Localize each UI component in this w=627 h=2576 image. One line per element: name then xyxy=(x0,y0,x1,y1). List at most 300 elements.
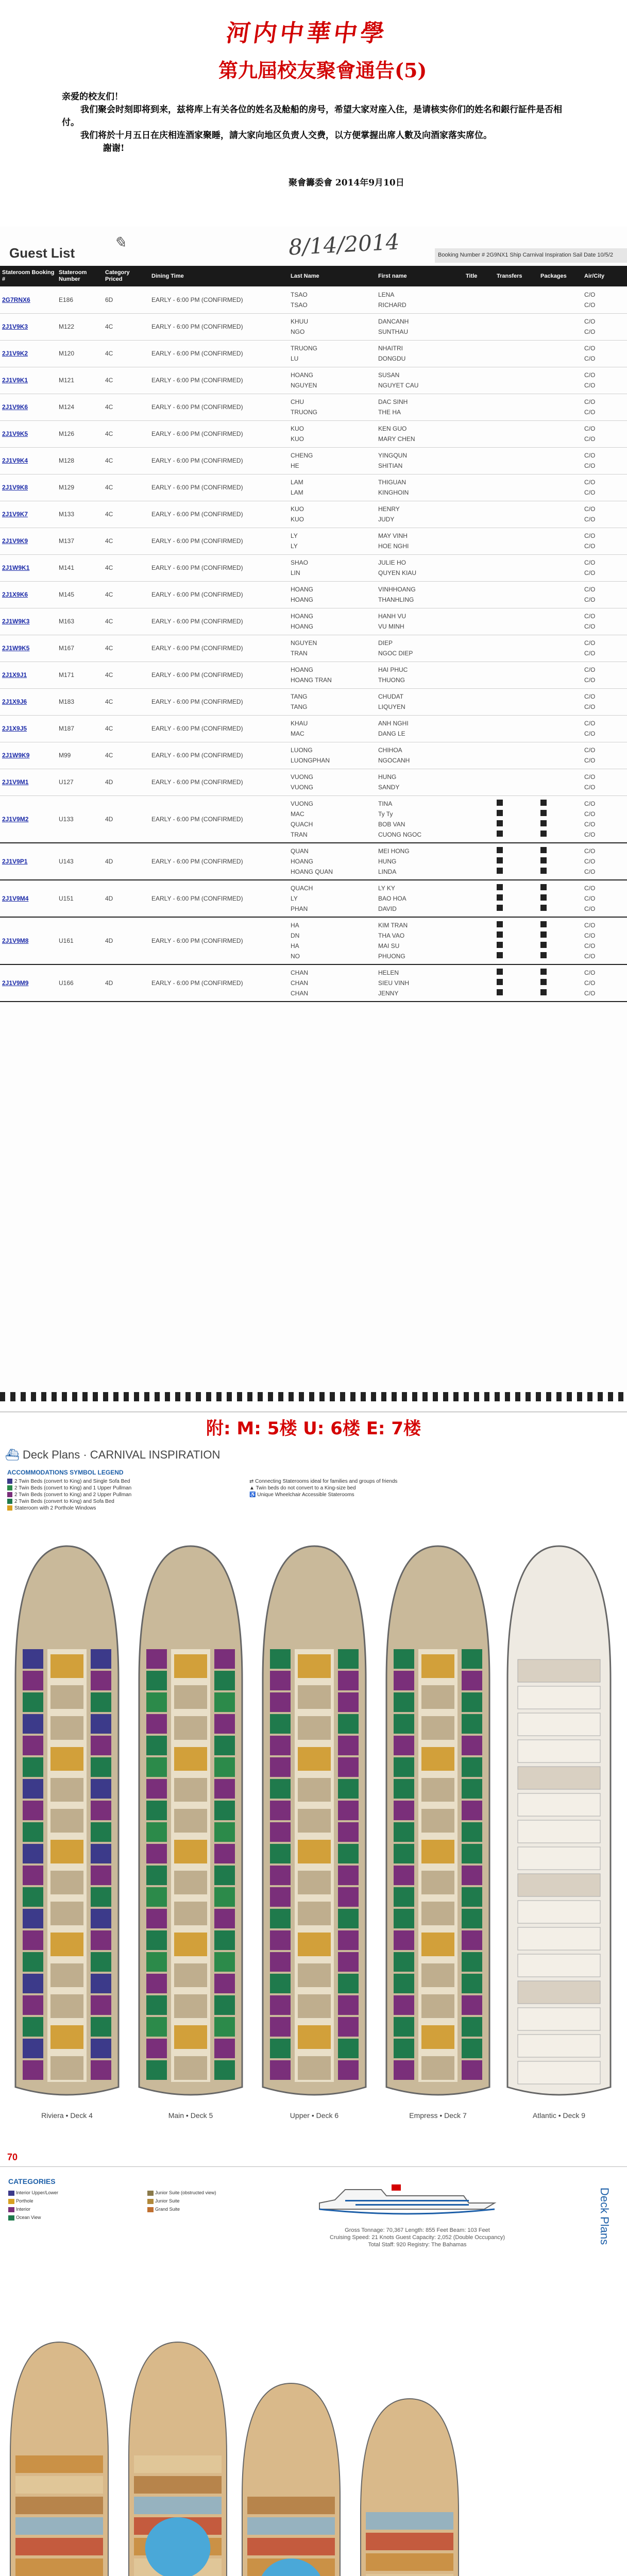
category-swatch xyxy=(8,2199,14,2204)
transfers-cell xyxy=(495,769,538,795)
column-header: Dining Time xyxy=(149,266,289,286)
cabin-block xyxy=(338,1995,359,2015)
booking-number: 2J1V9K1 xyxy=(0,367,57,394)
last-name: HOANG xyxy=(291,371,314,379)
cabin-block xyxy=(462,1887,482,1907)
cabin-block xyxy=(146,1974,167,1993)
cabin-block xyxy=(146,1736,167,1755)
first-name: HUNG xyxy=(378,858,397,865)
column-header: First name xyxy=(376,266,464,286)
last-name: LY xyxy=(291,895,298,902)
deck-plans-heading-text: Deck Plans · CARNIVAL INSPIRATION xyxy=(22,1448,221,1461)
first-name: JULIE HO xyxy=(378,559,406,566)
cabin-block xyxy=(214,1974,235,1993)
cabin-block xyxy=(270,1671,291,1690)
cabin-block xyxy=(421,1994,454,2018)
stateroom-number: M120 xyxy=(57,340,103,367)
legend-symbol-icon: ⇄ xyxy=(249,1479,256,1484)
deck-room xyxy=(518,1793,600,1816)
cabin-block xyxy=(91,2017,111,2037)
cabin-block xyxy=(394,1974,414,1993)
ship-info-line-1: Gross Tonnage: 70,367 Length: 855 Feet Beam: 103 Feet xyxy=(345,2227,490,2233)
cabin-block xyxy=(50,2056,83,2080)
cabin-block xyxy=(462,1692,482,1712)
cabin-block xyxy=(421,1840,454,1863)
last-names xyxy=(289,917,376,964)
air-city: C/O C/O xyxy=(582,501,627,528)
first-name: DONGDU xyxy=(378,355,406,362)
category-priced: 4C xyxy=(103,581,149,608)
dining-time: EARLY - 6:00 PM (CONFIRMED) xyxy=(149,447,289,474)
checkbox-mark xyxy=(497,921,503,927)
first-name: THE HA xyxy=(378,409,401,416)
table-row xyxy=(0,447,627,474)
cabin-block xyxy=(394,1692,414,1712)
cabin-block xyxy=(50,1716,83,1740)
cabin-block xyxy=(50,1809,83,1833)
cabin-block xyxy=(174,1685,207,1709)
cabin-block xyxy=(91,1952,111,1972)
last-name: QUACH xyxy=(291,820,313,828)
last-names xyxy=(289,608,376,635)
checkbox-mark xyxy=(497,989,503,995)
category-priced: 4D xyxy=(103,917,149,964)
cabin-block xyxy=(394,1757,414,1777)
checkbox-mark xyxy=(540,969,547,975)
first-names xyxy=(376,474,464,501)
deck-room xyxy=(518,1713,600,1736)
last-name: LU xyxy=(291,355,299,362)
first-name: NGOCANH xyxy=(378,757,410,764)
deck-room xyxy=(15,2476,103,2494)
legend-column-1 xyxy=(7,1478,131,1512)
first-name: THANHLING xyxy=(378,596,414,603)
checkbox-mark xyxy=(540,847,547,853)
deck-room xyxy=(15,2558,103,2576)
cabin-block xyxy=(50,1871,83,1894)
table-row xyxy=(0,340,627,367)
category-priced: 4C xyxy=(103,313,149,340)
cabin-block xyxy=(23,1952,43,1972)
title-cell xyxy=(464,769,495,795)
dining-time: EARLY - 6:00 PM (CONFIRMED) xyxy=(149,420,289,447)
cabin-block xyxy=(91,2060,111,2080)
first-names xyxy=(376,340,464,367)
last-names xyxy=(289,286,376,313)
cabin-block xyxy=(146,2039,167,2058)
packages-cell xyxy=(538,715,582,742)
stateroom-number: M133 xyxy=(57,501,103,528)
title-cell xyxy=(464,394,495,420)
cabin-block xyxy=(421,1654,454,1678)
air-city: C/O C/O C/O xyxy=(582,964,627,1002)
cabin-block xyxy=(214,1995,235,2015)
cabin-block xyxy=(394,1995,414,2015)
category-priced: 4D xyxy=(103,880,149,917)
title-cell xyxy=(464,501,495,528)
title-cell xyxy=(464,581,495,608)
school-logo: 河内中華中學 xyxy=(224,19,389,47)
cabin-block xyxy=(394,1671,414,1690)
dining-time: EARLY - 6:00 PM (CONFIRMED) xyxy=(149,581,289,608)
cabin-block xyxy=(462,2017,482,2037)
first-name: MEI HONG xyxy=(378,848,410,855)
last-names xyxy=(289,964,376,1002)
category-priced: 4C xyxy=(103,394,149,420)
cabin-block xyxy=(91,2039,111,2058)
checkbox-mark xyxy=(497,831,503,837)
category-priced: 4C xyxy=(103,608,149,635)
air-city: C/O C/O xyxy=(582,474,627,501)
cabin-block xyxy=(298,2025,331,2049)
legend-item: 2 Twin Beds (convert to King) and 1 Upper Pullman xyxy=(7,1485,131,1492)
categories-title: CATEGORIES xyxy=(8,2177,56,2185)
cabin-block xyxy=(214,2039,235,2058)
deck-room xyxy=(518,2008,600,2030)
category-priced: 6D xyxy=(103,286,149,313)
table-row xyxy=(0,420,627,447)
first-name: LENA xyxy=(378,291,395,298)
booking-number: 2J1V9M9 xyxy=(0,964,57,1002)
packages-cell xyxy=(538,662,582,688)
last-name: CHENG xyxy=(291,452,313,459)
cabin-block xyxy=(91,1736,111,1755)
cabin-block xyxy=(214,1692,235,1712)
cabin-block xyxy=(338,1866,359,1885)
stateroom-number: U143 xyxy=(57,843,103,880)
cabin-block xyxy=(270,1909,291,1928)
cabin-block xyxy=(298,1809,331,1833)
air-city: C/O C/O xyxy=(582,742,627,769)
cabin-block xyxy=(338,1757,359,1777)
deck-label: Riviera • Deck 4 xyxy=(41,2111,93,2120)
booking-number: 2J1V9K5 xyxy=(0,420,57,447)
stateroom-number: U151 xyxy=(57,880,103,917)
category-priced: 4C xyxy=(103,688,149,715)
transfers-cell xyxy=(495,917,538,964)
last-name: KUO xyxy=(291,435,304,443)
title-cell xyxy=(464,635,495,662)
air-city: C/O C/O xyxy=(582,420,627,447)
category-priced: 4C xyxy=(103,474,149,501)
checkbox-mark xyxy=(540,921,547,927)
air-city: C/O C/O xyxy=(582,528,627,554)
checkbox-mark xyxy=(540,810,547,816)
cabin-block xyxy=(394,1779,414,1799)
first-name: THUONG xyxy=(378,676,405,684)
first-name: CHIHOA xyxy=(378,747,402,754)
cabin-block xyxy=(421,2025,454,2049)
cabin-block xyxy=(421,1902,454,1925)
checkbox-mark xyxy=(497,979,503,985)
transfers-cell xyxy=(495,554,538,581)
deck-plans-page-2 xyxy=(0,2166,627,2576)
first-names xyxy=(376,769,464,795)
cabin-block xyxy=(23,1844,43,1863)
cabin-block xyxy=(270,1952,291,1972)
booking-number: 2J1V9M8 xyxy=(0,917,57,964)
last-name: TRAN xyxy=(291,650,308,657)
cabin-block xyxy=(146,1649,167,1669)
last-name: CHAN xyxy=(291,990,309,997)
title-cell xyxy=(464,313,495,340)
last-names xyxy=(289,742,376,769)
cabin-block xyxy=(462,1844,482,1863)
table-row xyxy=(0,795,627,843)
last-names xyxy=(289,880,376,917)
first-names xyxy=(376,608,464,635)
dining-time: EARLY - 6:00 PM (CONFIRMED) xyxy=(149,608,289,635)
first-names xyxy=(376,501,464,528)
deck-room xyxy=(518,1901,600,1923)
first-name: THA VAO xyxy=(378,932,405,939)
first-names xyxy=(376,795,464,843)
cabin-block xyxy=(50,1994,83,2018)
first-name: NGUYET CAU xyxy=(378,382,419,389)
air-city: C/O C/O xyxy=(582,581,627,608)
cabin-block xyxy=(23,1649,43,1669)
category-item: Interior xyxy=(8,2206,30,2212)
cabin-block xyxy=(23,1974,43,1993)
first-name: DANCANH xyxy=(378,318,409,325)
cabin-block xyxy=(462,1866,482,1885)
cabin-block xyxy=(421,1685,454,1709)
first-names xyxy=(376,917,464,964)
cabin-block xyxy=(214,1887,235,1907)
first-names xyxy=(376,964,464,1002)
cabin-block xyxy=(23,2060,43,2080)
dining-time: EARLY - 6:00 PM (CONFIRMED) xyxy=(149,474,289,501)
first-name: DAVID xyxy=(378,905,397,912)
table-row xyxy=(0,688,627,715)
dining-time: EARLY - 6:00 PM (CONFIRMED) xyxy=(149,917,289,964)
table-row xyxy=(0,843,627,880)
cabin-block xyxy=(174,1963,207,1987)
first-name: DIEP xyxy=(378,639,393,647)
stateroom-number: M124 xyxy=(57,394,103,420)
transfers-cell xyxy=(495,964,538,1002)
accommodations-legend xyxy=(7,1469,620,1526)
air-city: C/O C/O xyxy=(582,286,627,313)
table-row xyxy=(0,608,627,635)
cabin-block xyxy=(270,1844,291,1863)
cabin-block xyxy=(23,1995,43,2015)
notice-signature: 聚會籌委會 2014年9月10日 xyxy=(289,178,404,188)
legend-symbol-icon: ▲ xyxy=(249,1485,256,1491)
cabin-block xyxy=(298,1778,331,1802)
cabin-block xyxy=(146,1909,167,1928)
cabin-block xyxy=(462,1909,482,1928)
checkbox-mark xyxy=(497,857,503,863)
cabin-block xyxy=(50,1778,83,1802)
cabin-block xyxy=(23,1887,43,1907)
dining-time: EARLY - 6:00 PM (CONFIRMED) xyxy=(149,286,289,313)
cabin-block xyxy=(298,2056,331,2080)
deck-plans-page-1 xyxy=(0,1412,627,2164)
table-row xyxy=(0,313,627,340)
last-name: CHU xyxy=(291,398,304,405)
title-cell xyxy=(464,795,495,843)
packages-cell xyxy=(538,742,582,769)
category-priced: 4C xyxy=(103,635,149,662)
category-priced: 4C xyxy=(103,528,149,554)
table-row xyxy=(0,715,627,742)
legend-item: ♿ Unique Wheelchair Accessible Staterooms xyxy=(249,1492,354,1498)
booking-number: 2J1V9K7 xyxy=(0,501,57,528)
checkbox-mark xyxy=(497,931,503,938)
deck-plan xyxy=(507,1546,611,2120)
deck-room xyxy=(366,2512,453,2530)
first-names xyxy=(376,447,464,474)
cabin-block xyxy=(214,1779,235,1799)
cabin-block xyxy=(23,1779,43,1799)
cabin-block xyxy=(174,1902,207,1925)
cabin-block xyxy=(462,1930,482,1950)
cabin-block xyxy=(338,1974,359,1993)
checkbox-mark xyxy=(540,894,547,901)
last-name: HOANG xyxy=(291,586,314,593)
stateroom-number: M163 xyxy=(57,608,103,635)
title-cell xyxy=(464,715,495,742)
deck-room xyxy=(366,2574,453,2576)
checkbox-mark xyxy=(540,942,547,948)
packages-cell xyxy=(538,554,582,581)
title-cell xyxy=(464,474,495,501)
cabin-block xyxy=(298,1994,331,2018)
cabin-block xyxy=(23,1714,43,1734)
table-row xyxy=(0,501,627,528)
cabin-block xyxy=(270,2039,291,2058)
cabin-block xyxy=(146,1692,167,1712)
booking-number: 2J1V9M1 xyxy=(0,769,57,795)
last-name: LY xyxy=(291,532,298,539)
deck-plan xyxy=(129,2342,227,2576)
cabin-block xyxy=(50,1840,83,1863)
cabin-block xyxy=(174,1716,207,1740)
last-names xyxy=(289,394,376,420)
cabin-block xyxy=(214,1649,235,1669)
deck-room xyxy=(518,1686,600,1709)
transfers-cell xyxy=(495,715,538,742)
cabin-block xyxy=(338,2017,359,2037)
cabin-block xyxy=(394,1714,414,1734)
dining-time: EARLY - 6:00 PM (CONFIRMED) xyxy=(149,501,289,528)
checkbox-mark xyxy=(497,894,503,901)
cabin-block xyxy=(214,1866,235,1885)
checkbox-mark xyxy=(540,931,547,938)
first-name: MAI SU xyxy=(378,942,400,950)
legend-swatch xyxy=(7,1485,12,1490)
deck-room xyxy=(366,2533,453,2550)
legend-item: 2 Twin Beds (convert to King) and Single Sofa Bed xyxy=(7,1478,131,1485)
cabin-block xyxy=(146,1930,167,1950)
last-names xyxy=(289,662,376,688)
legend-swatch xyxy=(7,1479,12,1484)
first-names xyxy=(376,662,464,688)
dining-time: EARLY - 6:00 PM (CONFIRMED) xyxy=(149,635,289,662)
air-city: C/O C/O xyxy=(582,688,627,715)
cabin-block xyxy=(270,1995,291,2015)
booking-number: 2J1X9J1 xyxy=(0,662,57,688)
cabin-block xyxy=(421,1716,454,1740)
page-number: 70 xyxy=(7,2152,18,2162)
cabin-block xyxy=(146,1844,167,1863)
title-cell xyxy=(464,688,495,715)
cabin-block xyxy=(91,1995,111,2015)
first-name: HENRY xyxy=(378,505,400,513)
ship-info xyxy=(309,2227,526,2248)
last-names xyxy=(289,795,376,843)
cabin-block xyxy=(146,1822,167,1842)
cabin-block xyxy=(394,1801,414,1820)
cabin-block xyxy=(214,1671,235,1690)
cabin-block xyxy=(214,1930,235,1950)
packages-cell xyxy=(538,394,582,420)
cabin-block xyxy=(421,1963,454,1987)
cabin-block xyxy=(421,1747,454,1771)
stateroom-number: M121 xyxy=(57,367,103,394)
table-row xyxy=(0,964,627,1002)
transfers-cell xyxy=(495,795,538,843)
checkbox-mark xyxy=(497,800,503,806)
last-name: TRUONG xyxy=(291,409,317,416)
packages-cell xyxy=(538,501,582,528)
cabin-block xyxy=(91,1779,111,1799)
cabin-block xyxy=(91,1822,111,1842)
first-name: TINA xyxy=(378,800,393,807)
notice-title: 第九屆校友聚會通告(5) xyxy=(218,59,427,82)
table-row xyxy=(0,286,627,313)
booking-number: 2J1V9M2 xyxy=(0,795,57,843)
column-header: Stateroom Booking # xyxy=(0,266,57,286)
cabin-block xyxy=(394,1887,414,1907)
title-cell xyxy=(464,367,495,394)
cabin-block xyxy=(338,1801,359,1820)
ship-info-line-2: Cruising Speed: 21 Knots Guest Capacity: 2,052 (Double Occupancy) xyxy=(330,2234,505,2241)
cabin-block xyxy=(270,2017,291,2037)
transfers-cell xyxy=(495,286,538,313)
handwritten-date: 8/14/2014 xyxy=(287,229,400,260)
first-name: THIGUAN xyxy=(378,479,406,486)
table-row xyxy=(0,635,627,662)
stateroom-number: E186 xyxy=(57,286,103,313)
ship-profile-icon xyxy=(314,2177,500,2224)
category-swatch xyxy=(8,2215,14,2221)
first-name: DAC SINH xyxy=(378,398,408,405)
last-names xyxy=(289,688,376,715)
first-name: KINGHOIN xyxy=(378,489,409,496)
last-name: MAC xyxy=(291,810,304,818)
booking-number: 2J1V9K2 xyxy=(0,340,57,367)
title-cell xyxy=(464,880,495,917)
deck-room xyxy=(518,1659,600,1682)
cabin-block xyxy=(174,1778,207,1802)
cabin-block xyxy=(50,1963,83,1987)
last-names xyxy=(289,474,376,501)
first-name: CHUDAT xyxy=(378,693,404,700)
deck-room xyxy=(518,1740,600,1762)
notice-paragraph-1: 我们聚会时刻即将到来，兹将库上有关各位的姓名及舱船的房号，希望大家对座入住，是请核实你们的姓名和銀行証件是否相付。 xyxy=(62,105,562,128)
last-name: LY xyxy=(291,543,298,550)
booking-number: 2J1X9J5 xyxy=(0,715,57,742)
title-cell xyxy=(464,662,495,688)
dining-time: EARLY - 6:00 PM (CONFIRMED) xyxy=(149,769,289,795)
cabin-block xyxy=(174,1809,207,1833)
last-names xyxy=(289,554,376,581)
last-names xyxy=(289,843,376,880)
cabin-block xyxy=(23,1909,43,1928)
last-name: HE xyxy=(291,462,299,469)
